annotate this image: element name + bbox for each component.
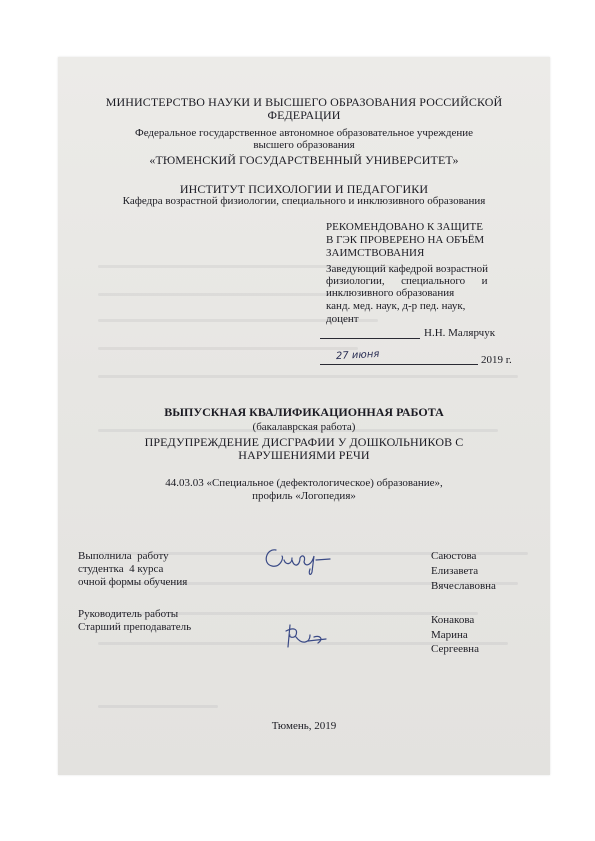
supervisor-surname: Конакова — [431, 614, 475, 626]
department-name: Кафедра возрастной физиологии, специального и инклюзивного образования — [122, 195, 486, 207]
head-name: Н.Н. Малярчук — [424, 327, 496, 339]
show-through-line — [98, 293, 348, 296]
handwritten-date: 27 июня — [335, 348, 380, 363]
approval-line-2: В ГЭК ПРОВЕРЕНО НА ОБЪЁМ — [326, 234, 485, 246]
head-of-department-line-4: канд. мед. наук, д-р пед. наук, — [326, 300, 466, 312]
date-underline — [320, 364, 478, 365]
show-through-line — [98, 375, 518, 378]
supervisor-first-name: Марина — [431, 629, 468, 641]
head-of-department-line-1: Заведующий кафедрой возрастной — [326, 263, 489, 275]
specialty-line-1: 44.03.03 «Специальное (дефектологическое) образование», — [165, 477, 443, 489]
show-through-line — [98, 705, 218, 708]
author-first-name: Елизавета — [431, 565, 479, 577]
ministry-line-2: ФЕДЕРАЦИИ — [267, 108, 341, 122]
head-of-department-line-5: доцент — [326, 313, 359, 325]
author-label-line-1: Выполнила работу — [78, 550, 169, 562]
supervisor-label-line-1: Руководитель работы — [78, 608, 179, 620]
supervisor-label-line-2: Старший преподаватель — [78, 621, 192, 633]
author-label-line-3: очной формы обучения — [78, 576, 188, 588]
approval-line-1: РЕКОМЕНДОВАНО К ЗАЩИТЕ — [326, 221, 483, 233]
student-signature — [258, 542, 338, 578]
author-patronymic: Вячеславовна — [431, 580, 496, 592]
supervisor-signature — [280, 617, 340, 653]
approval-line-3: ЗАИМСТВОВАНИЯ — [326, 247, 425, 259]
supervisor-patronymic: Сергеевна — [431, 643, 479, 655]
work-type: ВЫПУСКНАЯ КВАЛИФИКАЦИОННАЯ РАБОТА — [164, 405, 444, 419]
ministry-line-1: МИНИСТЕРСТВО НАУКИ И ВЫСШЕГО ОБРАЗОВАНИЯ РОССИЙСКОЙ — [105, 95, 503, 109]
work-title-line-1: ПРЕДУПРЕЖДЕНИЕ ДИСГРАФИИ У ДОШКОЛЬНИКОВ С — [144, 435, 464, 449]
title-page — [58, 57, 550, 775]
show-through-line — [98, 347, 358, 350]
specialty-line-2: профиль «Логопедия» — [252, 490, 356, 502]
institution-line-2: высшего образования — [253, 139, 355, 151]
head-of-department-line-3: инклюзивного образования — [326, 287, 455, 299]
university-name: «ТЮМЕНСКИЙ ГОСУДАРСТВЕННЫЙ УНИВЕРСИТЕТ» — [149, 153, 459, 167]
author-surname: Саюстова — [431, 550, 477, 562]
head-of-department-line-2: физиологии, специального и — [326, 275, 488, 287]
work-level: (бакалаврская работа) — [252, 421, 356, 433]
institution-line-1: Федеральное государственное автономное образовательное учреждение — [135, 127, 473, 139]
city-year: Тюмень, 2019 — [271, 720, 337, 732]
institute-name: ИНСТИТУТ ПСИХОЛОГИИ И ПЕДАГОГИКИ — [179, 182, 429, 196]
author-label-line-2: студентка 4 курса — [78, 563, 164, 575]
approval-year: 2019 г. — [481, 354, 512, 366]
work-title-line-2: НАРУШЕНИЯМИ РЕЧИ — [238, 448, 370, 462]
signature-underline — [320, 338, 420, 339]
